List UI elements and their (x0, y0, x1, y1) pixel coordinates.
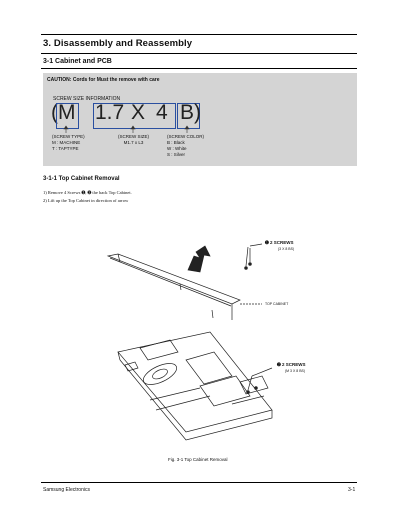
page-title: 3. Disassembly and Reassembly (43, 38, 193, 49)
section-title: 3-1 Cabinet and PCB (43, 58, 112, 65)
screw-callout-2-spec: (M 3 X 8 BS) (285, 369, 306, 373)
screw-type-column: (SCREW TYPE) M : MACHINE T : TAPTYPE (52, 134, 85, 151)
screw-size-column: (SCREW SIZE) M1.7 x L3 (118, 134, 149, 145)
screw-char-color: B) (180, 101, 202, 124)
step-2: 2) Lift up the Top Cabinet in direction of arrow (43, 198, 129, 203)
screw-info-label: SCREW SIZE INFORMATION (53, 96, 121, 102)
top-cabinet-drawing (108, 254, 240, 320)
screw-char-size: 1.7 (95, 101, 125, 124)
screw-char-length: 4 (156, 101, 168, 124)
caution-text: CAUTION: Cords for Must the remove with care (47, 77, 160, 83)
screw-callout-1-label: ➊ 2 SCREWS (265, 240, 294, 245)
footer-rule (41, 482, 357, 483)
footer-page-number: 3-1 (348, 487, 356, 493)
figure-caption: Fig. 3-1 Top Cabinet Removal (168, 457, 228, 462)
step-1: 1) Remove 4 Screws ➊, ➋ the back Top Cabinet. (43, 190, 132, 195)
lift-arrow-icon (188, 246, 210, 272)
screw-char-x: X (131, 101, 146, 124)
screw-callout-1-leader (245, 244, 262, 269)
screw-callout-2-leader (247, 368, 272, 393)
subsection-title: 3-1-1 Top Cabinet Removal (43, 176, 120, 182)
footer-left: Samsung Electronics (43, 487, 90, 493)
screw-color-column: (SCREW COLOR) B : Black W : White S : Silver (167, 134, 204, 157)
screw-char-type: (M (51, 101, 76, 124)
top-cabinet-label: TOP CABINET (265, 302, 289, 306)
screw-callout-1-spec: (3 X 8 BS) (278, 247, 295, 251)
screw-callout-2-label: ➋ 2 SCREWS (277, 362, 306, 367)
